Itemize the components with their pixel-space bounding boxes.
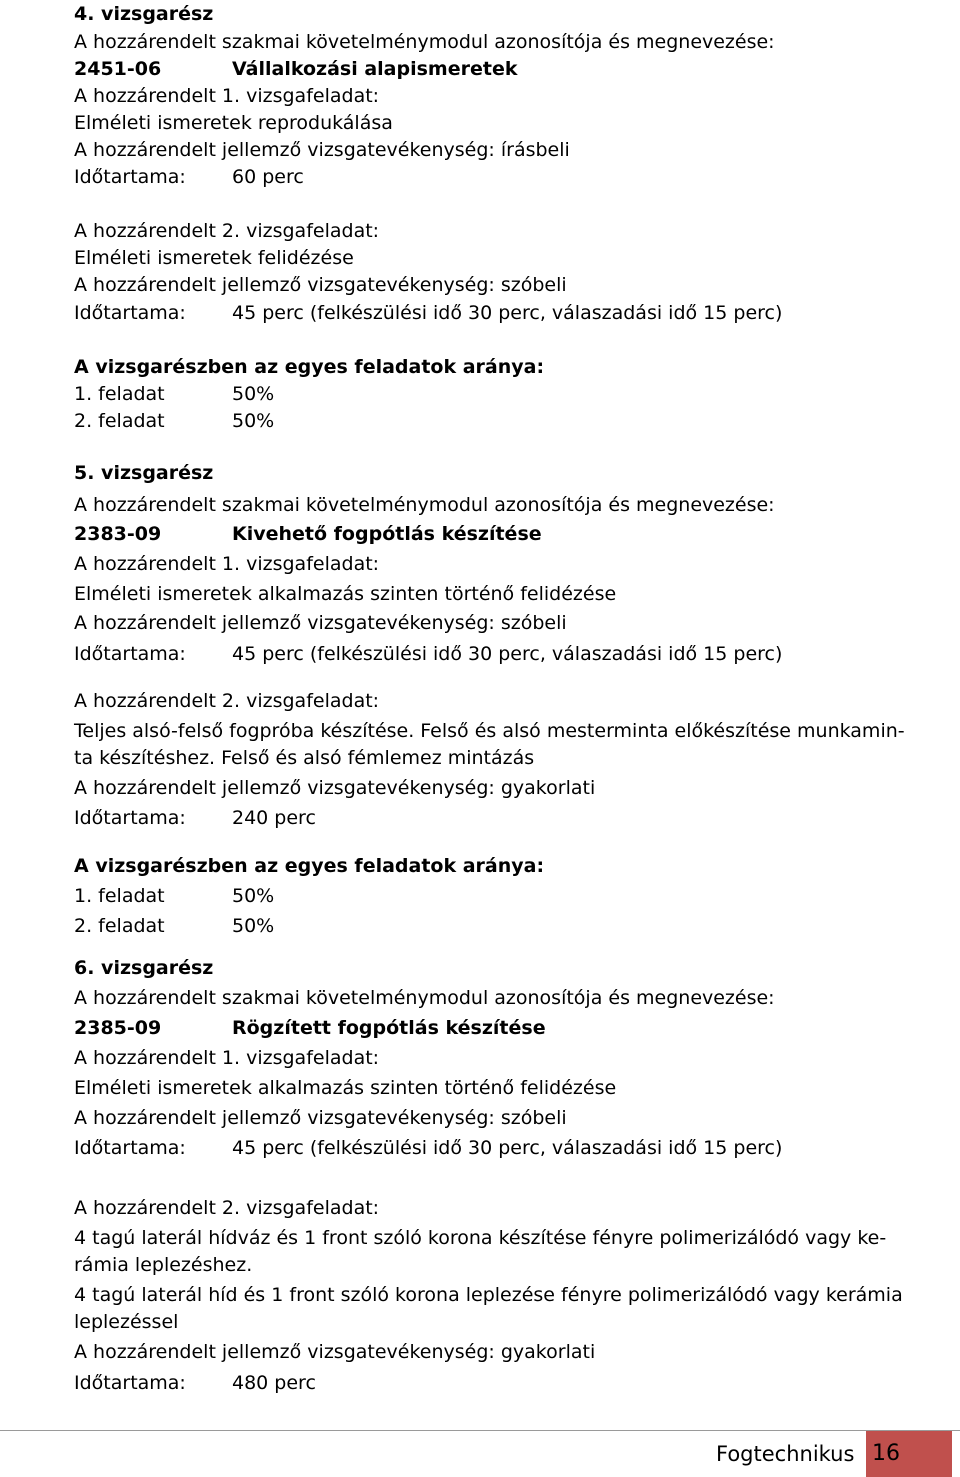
task1-duration <box>74 641 783 667</box>
footer-divider <box>0 1430 960 1431</box>
task2-activity: A hozzárendelt jellemző vizsgatevékenység: szóbeli <box>74 274 567 296</box>
ratio-row <box>74 913 275 939</box>
task1-label: A hozzárendelt 1. vizsgafeladat: <box>74 553 380 575</box>
task1-label: A hozzárendelt 1. vizsgafeladat: <box>74 85 380 107</box>
task1-duration <box>74 1135 783 1161</box>
task2-description: 4 tagú laterál híd és 1 front szóló korona leplezése fényre polimerizálódó vagy kerámia <box>74 1284 903 1306</box>
duration-label: Időtartama: <box>74 807 186 829</box>
ratio-row <box>74 408 275 434</box>
module-code: 2383-09 <box>74 523 162 545</box>
module-row <box>74 521 542 547</box>
duration-value: 45 perc (felkészülési idő 30 perc, válaszadási idő 15 perc) <box>232 643 783 665</box>
task2-label: A hozzárendelt 2. vizsgafeladat: <box>74 690 380 712</box>
duration-label: Időtartama: <box>74 166 186 188</box>
module-intro: A hozzárendelt szakmai követelménymodul azonosítója és megnevezése: <box>74 494 775 516</box>
footer-label: Fogtechnikus <box>716 1442 855 1466</box>
section-heading: 6. vizsgarész <box>74 957 214 979</box>
duration-value: 45 perc (felkészülési idő 30 perc, válaszadási idő 15 perc) <box>232 302 783 324</box>
module-name: Rögzített fogpótlás készítése <box>232 1017 546 1039</box>
ratio-row <box>74 883 275 909</box>
duration-value: 60 perc <box>232 166 304 188</box>
module-code: 2451-06 <box>74 58 162 80</box>
task1-duration <box>74 164 304 190</box>
duration-label: Időtartama: <box>74 1137 186 1159</box>
module-intro: A hozzárendelt szakmai követelménymodul azonosítója és megnevezése: <box>74 987 775 1009</box>
ratio-value: 50% <box>232 410 275 432</box>
task1-description: Elméleti ismeretek alkalmazás szinten történő felidézése <box>74 583 617 605</box>
duration-value: 480 perc <box>232 1372 316 1394</box>
task1-description: Elméleti ismeretek alkalmazás szinten történő felidézése <box>74 1077 617 1099</box>
ratio-row <box>74 381 275 407</box>
task1-activity: A hozzárendelt jellemző vizsgatevékenység: szóbeli <box>74 612 567 634</box>
section-heading: 4. vizsgarész <box>74 3 214 25</box>
duration-label: Időtartama: <box>74 643 186 665</box>
task2-activity: A hozzárendelt jellemző vizsgatevékenység: gyakorlati <box>74 1341 596 1363</box>
duration-value: 45 perc (felkészülési idő 30 perc, válaszadási idő 15 perc) <box>232 1137 783 1159</box>
module-code: 2385-09 <box>74 1017 162 1039</box>
task2-label: A hozzárendelt 2. vizsgafeladat: <box>74 220 380 242</box>
module-row <box>74 1015 546 1041</box>
ratio-value: 50% <box>232 885 275 907</box>
task1-activity: A hozzárendelt jellemző vizsgatevékenység: írásbeli <box>74 139 570 161</box>
ratio-title: A vizsgarészben az egyes feladatok aránya: <box>74 855 545 877</box>
task2-duration <box>74 805 316 831</box>
ratio-title: A vizsgarészben az egyes feladatok aránya: <box>74 356 545 378</box>
duration-value: 240 perc <box>232 807 316 829</box>
task2-description: Elméleti ismeretek felidézése <box>74 247 354 269</box>
task2-duration <box>74 300 783 326</box>
section-heading: 5. vizsgarész <box>74 462 214 484</box>
task2-description: rámia leplezéshez. <box>74 1254 253 1276</box>
ratio-value: 50% <box>232 383 275 405</box>
module-intro: A hozzárendelt szakmai követelménymodul azonosítója és megnevezése: <box>74 31 775 53</box>
module-row <box>74 56 518 82</box>
ratio-task: 2. feladat <box>74 410 165 432</box>
task1-description: Elméleti ismeretek reprodukálása <box>74 112 393 134</box>
duration-label: Időtartama: <box>74 1372 186 1394</box>
task2-description: leplezéssel <box>74 1311 179 1333</box>
ratio-task: 1. feladat <box>74 885 165 907</box>
duration-label: Időtartama: <box>74 302 186 324</box>
task2-label: A hozzárendelt 2. vizsgafeladat: <box>74 1197 380 1219</box>
module-name: Vállalkozási alapismeretek <box>232 58 518 80</box>
module-name: Kivehető fogpótlás készítése <box>232 523 542 545</box>
task2-description: 4 tagú laterál hídváz és 1 front szóló korona készítése fényre polimerizálódó vagy ke- <box>74 1227 887 1249</box>
task2-duration <box>74 1370 316 1396</box>
task2-description: ta készítéshez. Felső és alsó fémlemez mintázás <box>74 747 535 769</box>
ratio-value: 50% <box>232 915 275 937</box>
task2-description: Teljes alsó-felső fogpróba készítése. Felső és alsó mesterminta előkészítése munkamin- <box>74 720 905 742</box>
ratio-task: 2. feladat <box>74 915 165 937</box>
task1-activity: A hozzárendelt jellemző vizsgatevékenység: szóbeli <box>74 1107 567 1129</box>
task2-activity: A hozzárendelt jellemző vizsgatevékenység: gyakorlati <box>74 777 596 799</box>
page-number: 16 <box>866 1431 952 1477</box>
ratio-task: 1. feladat <box>74 383 165 405</box>
task1-label: A hozzárendelt 1. vizsgafeladat: <box>74 1047 380 1069</box>
